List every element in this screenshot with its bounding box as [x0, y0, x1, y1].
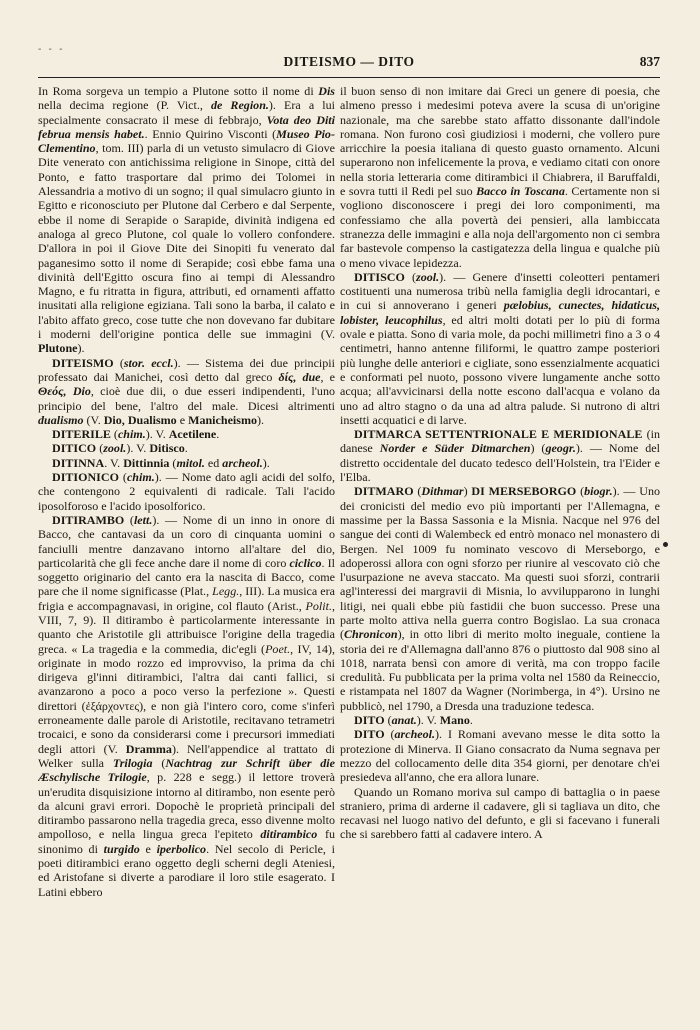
- entry-diterile: DITERILE (chim.). V. Acetilene.: [52, 427, 220, 442]
- headword: DITEISMO: [52, 355, 114, 370]
- entry-ditisco: DITISCO (zool.). — Genere d'insetti coleotteri pentameri costituenti una numerosa tribù nella famiglia degli idrocantari, e in cui si annoverano i generi pælobius, cunectes, hidaticus, lobister, leucophilus, ed altri molti dotati per lo più di forma ovale e piatta. Sono di varia mole, da pochi millimetri fino a 3 o 4 centimetri, hanno antenne filiformi, le quattro zampe posteriori più lunghe delle anteriori e cigliate, sono essenzialmente acquatici e conformati pel nuoto, possono vivere lungamente anche sotto acqua; all'avvicinarsi della notte escono dall'acqua e volano da uno ad altro stagno o da una ad altra palude. Si nutrono di altri insetti acquatici e di larve.: [340, 269, 660, 427]
- entry-ditirambo: DITIRAMBO (lett.). — Nome di un inno in onore di Bacco, che cantavasi da un coro di cinquanta uomini o fanciulli mentre danzavano intorno all'altare del dio, particolarità che gli fece anche dare il nome di coro ciclico. Il soggetto originario del canto era la nascita di Bacco, come pare che il nome significasse (Plat., Legg., III). La musica era frigia e accompagnavasi, in origine, col flauto (Arist., Polit., VIII, 7, 9). Il ditirambo è particolarmente interessante in quanto che Aristotile gli attribuisce l'origine della tragedia greca. « La tragedia e la commedia, dic'egli (Poet., IV, 14), originate in modo rozzo ed improvviso, la prima da chi dirigeva gl'inni ditirambici, l'altra dai canti fallici, si avanzarono a poco a poco verso la perfezione ». Questi direttori (ἐξάρχοντες), e non già l'intero coro, come s'inferì erroneamente dalle parole di Aristotile, recitavano tetrametri trocaici, e sono da considerarsi come i precursori immediati degli attori (V. Dramma). Nell'appendice al trattato di Welker sulla Trilogia (Nachtrag zur Schrift über die Æschylische Trilogie, p. 228 e segg.) il lettore troverà un'erudita disquisizione intorno al ditirambo, non esente però da alcuni gravi errori. Dopochè le proprietà principali del ditirambo passarono nella tragedia greca, esso divenne molto ampolloso, e nella lingua greca l'epiteto ditirambico fu sinonimo di turgido e iperbolico. Nel secolo di Pericle, i poeti ditirambici erano oggetto degli scherni degli Ateniesi, ed Aristofane si diverte a parodiare il loro stile esagerato. I Latini ebbero: [38, 512, 335, 899]
- page-number: 837: [639, 54, 660, 69]
- entry-dito-archeol-p2: Quando un Romano moriva sul campo di battaglia o in paese straniero, prima di arderne il cadavere, gli si tagliava un dito, che recavasi nel luogo nativo del defunto, e gli si facevano i funerali che si sarebbero fatti al cadavere intero. A: [340, 784, 660, 842]
- entry-dito-archeol: DITO (archeol.). I Romani avevano messe le dita sotto la protezione di Minerva. Il Giano consacrato da Numa segnava per mezzo del collocamento delle dita 354 giorni, per denotare ch'ei presiedeva all'anno, che era allora lunare.: [340, 727, 660, 785]
- right-column: [340, 84, 660, 1019]
- entry-diteismo: DITEISMO (stor. eccl.). — Sistema dei due principii professato dai Manichei, così detto dal greco δίς, due, e Θεός, Dio, cioè due dii, o due esseri indipendenti, l'uno principio del bene, l'altro del male. Dicesi altrimenti dualismo (V. Dio, Dualismo e Manicheismo).: [38, 355, 335, 427]
- header-rule: [38, 77, 660, 78]
- corner-mark: - - -: [38, 44, 65, 55]
- entry-ditinna: DITINNA. V. Dittinnia (mitol. ed archeol.).: [52, 455, 270, 470]
- entry-ditico: DITICO (zool.). V. Ditisco.: [52, 441, 188, 456]
- entry-ditmarca: DITMARCA SETTENTRIONALE E MERIDIONALE (in danese Norder e Süder Ditmarchen) (geogr.). — Nome del distretto occidentale del ducato tedesco dell'Holstein, tra l'Eider e l'Elba.: [340, 427, 660, 485]
- entry-ditionico: DITIONICO (chim.). — Nome dato agli acidi del solfo, che contengono 2 equivalenti di radicale. Tali l'acido iposolforoso e l'acido iposolforico.: [38, 470, 335, 513]
- running-title: DITEISMO — DITO: [283, 54, 415, 69]
- margin-dot: [663, 542, 668, 547]
- running-header: [38, 44, 660, 74]
- entry-ditmaro: DITMARO (Dithmar) DI MERSEBORGO (biogr.). — Uno dei cronicisti del medio evo più importanti per l'Allemagna, e massime per la Bassa Sassonia e la Misnia. Nacque nel 976 del sangue dei conti di Walembeck ed entrò monaco nel monastero di Bergen. Nel 1009 fu nominato vescovo di Merseborgo, e adoperossi allora con ogni sforzo per riunire al vescovato ciò che l'usurpazione ne aveva staccato. Ma questi suoi sforzi, contrarii agl'interessi dei margravii di Misnia, lo avvilupparono in lunghi litigi, nei quali ebbe più fastidii che buon successo. Prese una parte molto attiva nella guerra contro Bogislao. La sua cronaca (Chronicon), in otto libri di merito molto ineguale, contiene la storia dei re d'Allemagna dall'anno 876 o piuttosto dal 908 sino al 1018, narrata bensì con amore di verità, ma con troppo facile credulità. Fu pubblicata per la prima volta nel 1580 da Reineccio, e ristampata nel 1807 da Wagner (Norimberga, in 4°). Ursino ne pubblicò, nel 1790, a Dresda una traduzione tedesca.: [340, 484, 660, 713]
- entry-ditirambo-continued: il buon senso di non imitare dai Greci un genere di poesia, che almeno presso i medesimi poteva avere la scusa di un'origine nazionale, ma che sarebbe stato affatto dissonante dall'indole romana. Non furono così giudiziosi i moderni, che vollero pure arricchire la poesia italiana di questo guasto ornamento. Alcuni superarono non infelicemente la prova, e vediamo citati con onore nella storia letteraria come ditirambici il Chiabrera, il Baruffaldi, e sovra tutti il Redi pel suo Bacco in Toscana. Certamente non si vogliono disconoscere i pregi dei loro componimenti, ma confessiamo che alla povertà dei pensieri, alla lambiccata stranezza delle immagini e alla noja dell'argomento non ci sembra far bastevole compenso la castigatezza della lingua e qualche più o meno vivace lepidezza.: [340, 84, 660, 270]
- entry-dite-continued: In Roma sorgeva un tempio a Plutone sotto il nome di Dis nella decima regione (P. Vict., de Region.). Era a lui specialmente consacrato il mese di febbrajo, Vota deo Diti februa mensis habet.. Ennio Quirino Visconti (Museo Pio-Clementino, tom. III) parla di un vetusto simulacro di Giove Dite venerato con antichissima religione in Sinope, città del Ponto, e fatto trasportare dal primo dei Tolomei in Alessandria a motivo di un sogno; il qual simulacro giunto in Egitto e riconosciuto per Plutone dal Cerbero e dal Serpente, ebbe il nome di Serapide o Sarapide, divinità indigena ed analoga al greco Plutone, col quale lo vollero confondere. D'allora in poi il Giove Dite dei Sinopiti fu venerato dal paganesimo sotto il nome di Serapide; così ebbe fama una divinità dell'Egitto oscura fino ai tempi di Alessandro Magno, e fu ritratta in figura, attributi, ed ornamenti affatto inusitati alla religione egiziana. Tali sono la barba, il calato e l'abito affato greco, cose tutte che non dovevano far dubitare i moderni dell'origine pontica delle sue immagini (V. Plutone).: [38, 84, 335, 356]
- entry-dito-anat: DITO (anat.). V. Mano.: [354, 713, 473, 728]
- left-column: [38, 84, 335, 1019]
